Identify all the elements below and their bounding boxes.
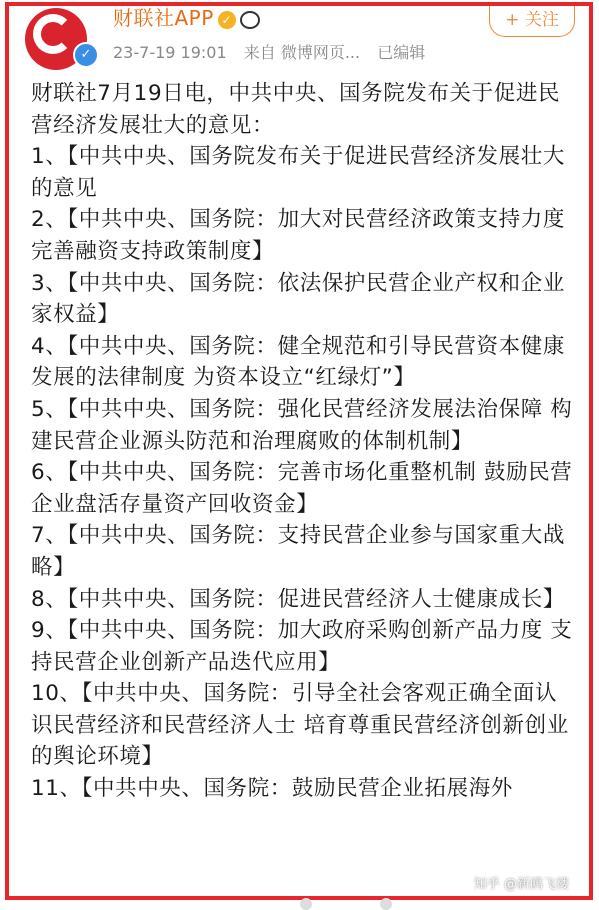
- list-item: 3、【中共中央、国务院：依法保护民营企业产权和企业家权益】: [31, 270, 565, 328]
- list-item: 6、【中共中央、国务院：完善市场化重整机制 鼓励民营企业盘活存量资产回收资金】: [31, 460, 573, 517]
- post-content: [31, 78, 577, 805]
- list-item: 5、【中共中央、国务院：强化民营经济发展法治保障 构建民营企业源头防范和治理腐败的体制机制】: [31, 396, 573, 454]
- list-item: 10、【中共中央、国务院：引导全社会客观正确全面认识民营经济和民营经济人士 培育尊重民营经济创新创业的舆论环境】: [31, 681, 569, 770]
- list-item: 2、【中共中央、国务院：加大对民营经济政策支持力度 完善融资支持政策制度】: [31, 207, 565, 264]
- list-item: 8、【中共中央、国务院：促进民营经济人士健康成长】: [31, 586, 565, 612]
- list-item: 9、【中共中央、国务院：加大政府采购创新产品力度 支持民营企业创新产品迭代应用】: [31, 618, 573, 675]
- post-source: 来自 微博网页...: [243, 43, 361, 62]
- post-frame: [5, 2, 593, 900]
- gold-badge-icon: ✓: [218, 11, 236, 29]
- dot-icon: [380, 898, 392, 910]
- dot-icon: [300, 898, 312, 910]
- follow-button[interactable]: + 关注: [489, 6, 575, 37]
- post-meta: [113, 40, 437, 63]
- list-item: 7、【中共中央、国务院：支持民营企业参与国家重大战略】: [31, 523, 565, 580]
- list-item: 4、【中共中央、国务院：健全规范和引导民营资本健康发展的法律制度 为资本设立“红绿灯”】: [31, 333, 565, 391]
- list-item: 11、【中共中央、国务院：鼓励民营企业拓展海外: [31, 776, 513, 802]
- verified-icon: ✓: [73, 42, 99, 68]
- post-intro: 财联社7月19日电，中共中央、国务院发布关于促进民营经济发展壮大的意见：: [31, 81, 561, 138]
- edited-label[interactable]: 已编辑: [377, 43, 426, 62]
- author-name[interactable]: [113, 6, 260, 30]
- author-name-text[interactable]: 财联社APP: [113, 6, 214, 30]
- list-item: 1、【中共中央、国务院发布关于促进民营经济发展壮大的意见: [31, 144, 565, 201]
- watermark: 知乎 @新鸥飞楼: [473, 877, 569, 892]
- cailianshe-logo-icon: [33, 14, 73, 54]
- post-header: [9, 6, 589, 70]
- panda-badge-icon: [240, 11, 260, 29]
- bottom-indicator: [0, 898, 599, 908]
- post-timestamp[interactable]: 23-7-19 19:01: [113, 43, 227, 62]
